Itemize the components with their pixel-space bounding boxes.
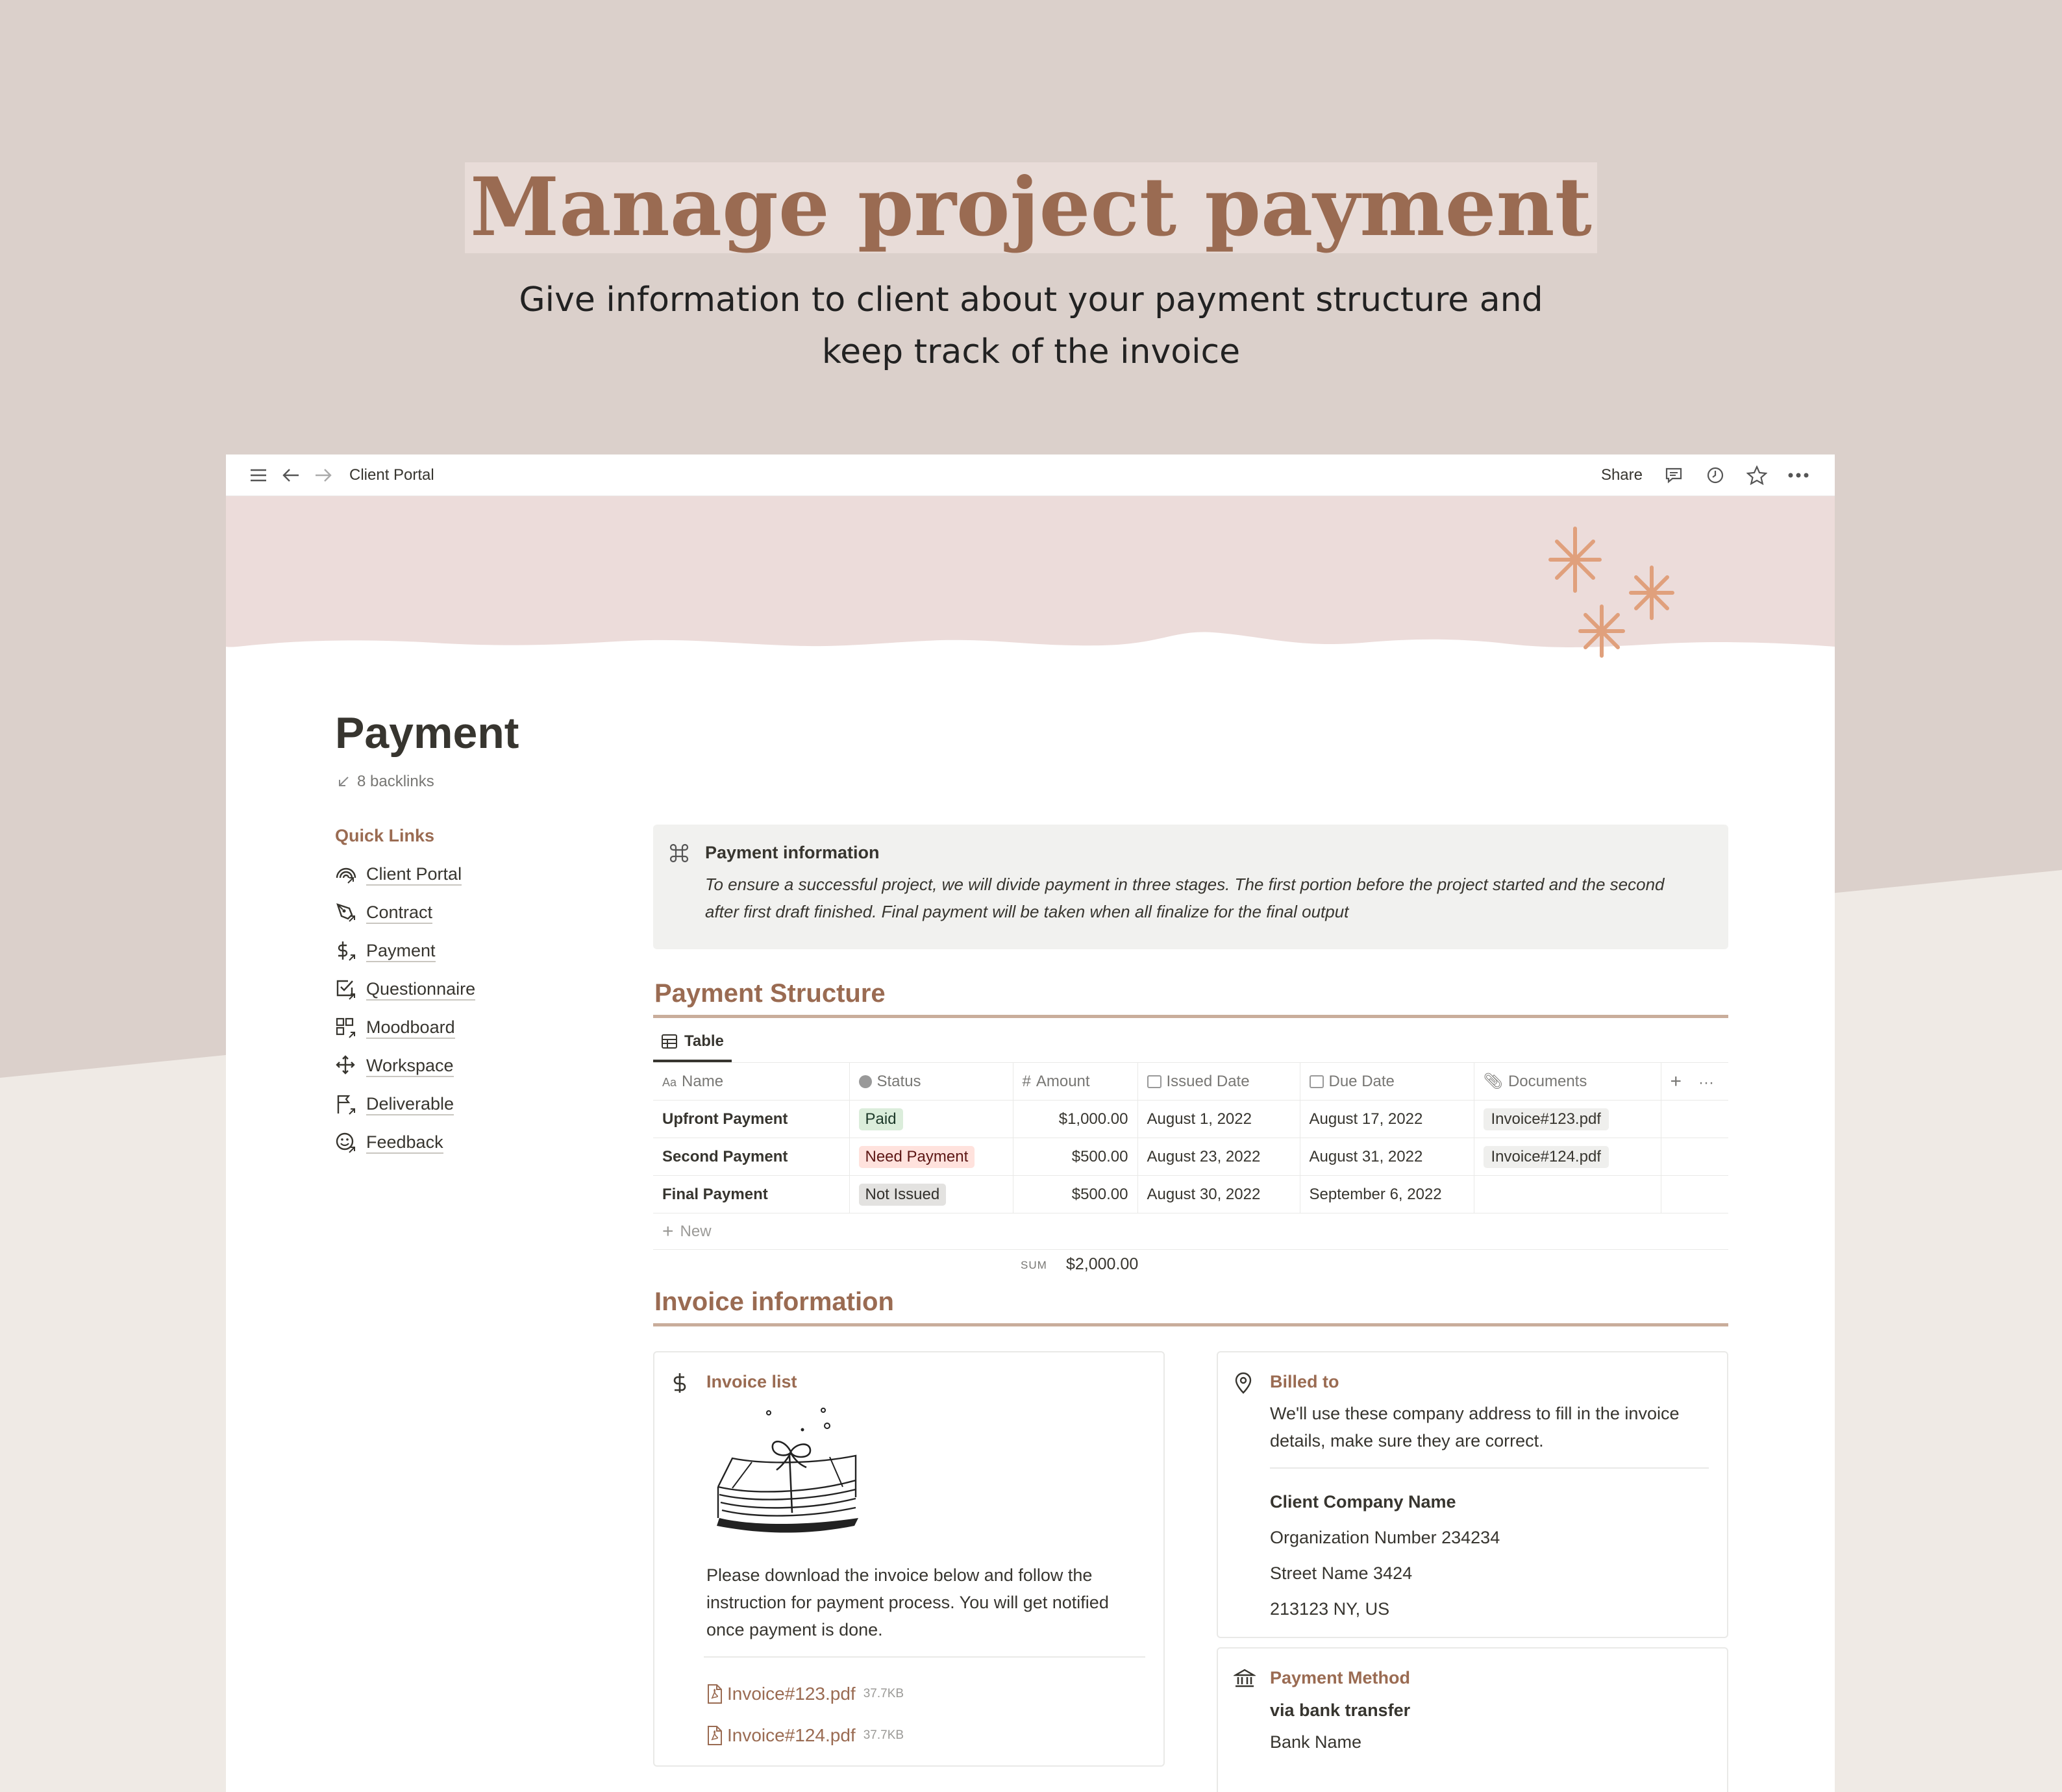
- organization-number: Organization Number 234234: [1270, 1528, 1500, 1547]
- add-property-icon[interactable]: +: [1670, 1070, 1682, 1092]
- pdf-file-icon: [706, 1684, 723, 1704]
- view-tabs: [653, 1032, 1728, 1062]
- row-name[interactable]: Second Payment: [653, 1138, 849, 1176]
- comment-icon[interactable]: [1659, 461, 1688, 490]
- quick-link-workspace[interactable]: Workspace: [335, 1047, 543, 1085]
- quick-link-client-portal[interactable]: Client Portal: [335, 855, 543, 893]
- row-amount[interactable]: $500.00: [1013, 1138, 1137, 1176]
- row-amount[interactable]: $1,000.00: [1013, 1101, 1137, 1138]
- more-icon[interactable]: ···: [1698, 1073, 1715, 1091]
- client-company-name: Client Company Name: [1270, 1492, 1456, 1512]
- date-property-icon: [1147, 1075, 1161, 1088]
- quick-link-payment[interactable]: Payment: [335, 932, 543, 970]
- divider: [1270, 1467, 1709, 1469]
- backlink-arrow-icon: [336, 775, 351, 789]
- status-badge: Not Issued: [859, 1184, 947, 1206]
- move-arrows-icon: [335, 1055, 357, 1077]
- payment-method-via: via bank transfer: [1270, 1700, 1411, 1720]
- menu-icon[interactable]: [244, 461, 273, 490]
- column-actions: [1661, 1063, 1728, 1101]
- street-address: Street Name 3424: [1270, 1563, 1413, 1583]
- plus-icon: +: [662, 1220, 674, 1242]
- document-chip[interactable]: Invoice#124.pdf: [1484, 1146, 1609, 1168]
- quick-links-heading: Quick Links: [335, 826, 435, 845]
- back-arrow-icon[interactable]: [277, 461, 305, 490]
- row-document[interactable]: [1474, 1176, 1661, 1213]
- quick-link-moodboard[interactable]: Moodboard: [335, 1008, 543, 1047]
- dollar-icon: [335, 940, 357, 962]
- tab-table[interactable]: Table: [653, 1032, 732, 1062]
- billed-to-text: We'll use these company address to fill in the invoice details, make sure they are correct.: [1270, 1404, 1680, 1450]
- payment-info-callout: [653, 825, 1728, 949]
- table-row[interactable]: [653, 1176, 1728, 1213]
- location-pin-icon: [1234, 1372, 1253, 1394]
- invoice-cards: [653, 1351, 1728, 1792]
- number-property-icon: #: [1022, 1072, 1031, 1090]
- sum-label: SUM: [1021, 1259, 1047, 1271]
- payment-structure-heading: Payment Structure: [653, 979, 1728, 1018]
- row-name[interactable]: Upfront Payment: [653, 1101, 849, 1138]
- share-button[interactable]: Share: [1600, 466, 1643, 484]
- status-badge: Paid: [859, 1108, 903, 1130]
- column-header-due-date[interactable]: Due Date: [1300, 1063, 1474, 1101]
- billed-to-card: [1217, 1351, 1728, 1638]
- column-header-name[interactable]: Aa Name: [653, 1063, 849, 1101]
- row-status[interactable]: [849, 1101, 1013, 1138]
- row-empty: [1661, 1176, 1728, 1213]
- row-document[interactable]: [1474, 1101, 1661, 1138]
- sum-row: [653, 1250, 1728, 1288]
- rainbow-icon: [335, 864, 357, 886]
- hero-subtitle: Give information to client about your payment structure and keep track of the invoice: [519, 280, 1543, 371]
- sum-value: $2,000.00: [1066, 1255, 1139, 1273]
- forward-arrow-icon[interactable]: [309, 461, 338, 490]
- bank-icon: [1234, 1668, 1256, 1689]
- notion-window: [226, 454, 1835, 1792]
- row-empty: [1661, 1101, 1728, 1138]
- table-row[interactable]: [653, 1138, 1728, 1176]
- hero-title: Manage project payment: [0, 162, 2062, 253]
- cover-image: [226, 496, 1835, 691]
- divider: [704, 1656, 1145, 1658]
- top-bar: [226, 454, 1835, 496]
- invoice-list-card: [653, 1351, 1165, 1767]
- column-header-documents[interactable]: 📎︎ Documents: [1474, 1063, 1661, 1101]
- grid-icon: [335, 1017, 357, 1039]
- invoice-stack-illustration: [706, 1400, 875, 1549]
- quick-link-contract[interactable]: Contract: [335, 893, 543, 932]
- row-empty: [1661, 1138, 1728, 1176]
- dollar-icon: [670, 1372, 689, 1394]
- file-invoice-123[interactable]: Invoice#123.pdf 37.7KB: [706, 1673, 1145, 1715]
- bank-name: Bank Name: [1270, 1732, 1362, 1752]
- row-name[interactable]: Final Payment: [653, 1176, 849, 1213]
- invoice-list-title: Invoice list: [706, 1372, 797, 1391]
- checkbox-icon: [335, 978, 357, 1001]
- status-badge: Need Payment: [859, 1146, 975, 1168]
- clock-icon[interactable]: [1701, 461, 1730, 490]
- backlinks-label: 8 backlinks: [357, 773, 434, 790]
- table-row[interactable]: [653, 1101, 1728, 1138]
- row-issued-date[interactable]: August 1, 2022: [1137, 1101, 1300, 1138]
- backlinks[interactable]: [336, 773, 434, 791]
- payment-method-card: [1217, 1647, 1728, 1792]
- pen-nib-icon: [335, 902, 357, 924]
- table-icon: [661, 1033, 678, 1050]
- text-property-icon: Aa: [662, 1075, 677, 1089]
- flag-icon: [335, 1093, 357, 1115]
- column-header-status[interactable]: Status: [849, 1063, 1013, 1101]
- new-row-button[interactable]: + New: [653, 1213, 1728, 1250]
- row-issued-date[interactable]: August 30, 2022: [1137, 1176, 1300, 1213]
- row-amount[interactable]: $500.00: [1013, 1176, 1137, 1213]
- date-property-icon: [1310, 1075, 1324, 1088]
- row-due-date[interactable]: August 17, 2022: [1300, 1101, 1474, 1138]
- invoice-information-heading: Invoice information: [653, 1288, 1728, 1326]
- invoice-list-text: Please download the invoice below and follow the instruction for payment process. You will get notified once payment is done.: [706, 1565, 1109, 1639]
- page-title: Payment: [335, 708, 519, 758]
- payment-method-title: Payment Method: [1270, 1668, 1411, 1687]
- row-status[interactable]: [849, 1176, 1013, 1213]
- right-cards: [1217, 1351, 1728, 1792]
- star-icon[interactable]: [1743, 461, 1771, 490]
- attachment-icon: 📎︎: [1483, 1073, 1503, 1090]
- main-content: [653, 825, 1728, 1792]
- breadcrumb[interactable]: Client Portal: [349, 466, 434, 484]
- payment-table: [653, 1062, 1728, 1213]
- row-issued-date[interactable]: August 23, 2022: [1137, 1138, 1300, 1176]
- file-invoice-124[interactable]: Invoice#124.pdf 37.7KB: [706, 1715, 1145, 1756]
- status-property-icon: [859, 1075, 872, 1088]
- document-chip[interactable]: Invoice#123.pdf: [1484, 1108, 1609, 1130]
- billed-to-title: Billed to: [1270, 1372, 1339, 1391]
- quick-link-deliverable[interactable]: Deliverable: [335, 1085, 543, 1123]
- row-document[interactable]: [1474, 1138, 1661, 1176]
- command-icon: [669, 843, 689, 864]
- column-header-issued-date[interactable]: Issued Date: [1137, 1063, 1300, 1101]
- more-icon[interactable]: [1784, 461, 1813, 490]
- smiley-icon: [335, 1132, 357, 1154]
- callout-title: Payment information: [705, 843, 880, 862]
- row-due-date[interactable]: September 6, 2022: [1300, 1176, 1474, 1213]
- column-header-amount[interactable]: # Amount: [1013, 1063, 1137, 1101]
- callout-body: To ensure a successful project, we will divide payment in three stages. The first portion before the project started and the second after first draft finished. Final payment will be taken when all finalize for the final output: [705, 875, 1665, 921]
- quick-links: [335, 826, 543, 1162]
- quick-link-feedback[interactable]: Feedback: [335, 1123, 543, 1162]
- quick-link-questionnaire[interactable]: Questionnaire: [335, 970, 543, 1008]
- row-status[interactable]: [849, 1138, 1013, 1176]
- city-address: 213123 NY, US: [1270, 1599, 1390, 1619]
- pdf-file-icon: [706, 1725, 723, 1746]
- row-due-date[interactable]: August 31, 2022: [1300, 1138, 1474, 1176]
- table-header-row: [653, 1063, 1728, 1101]
